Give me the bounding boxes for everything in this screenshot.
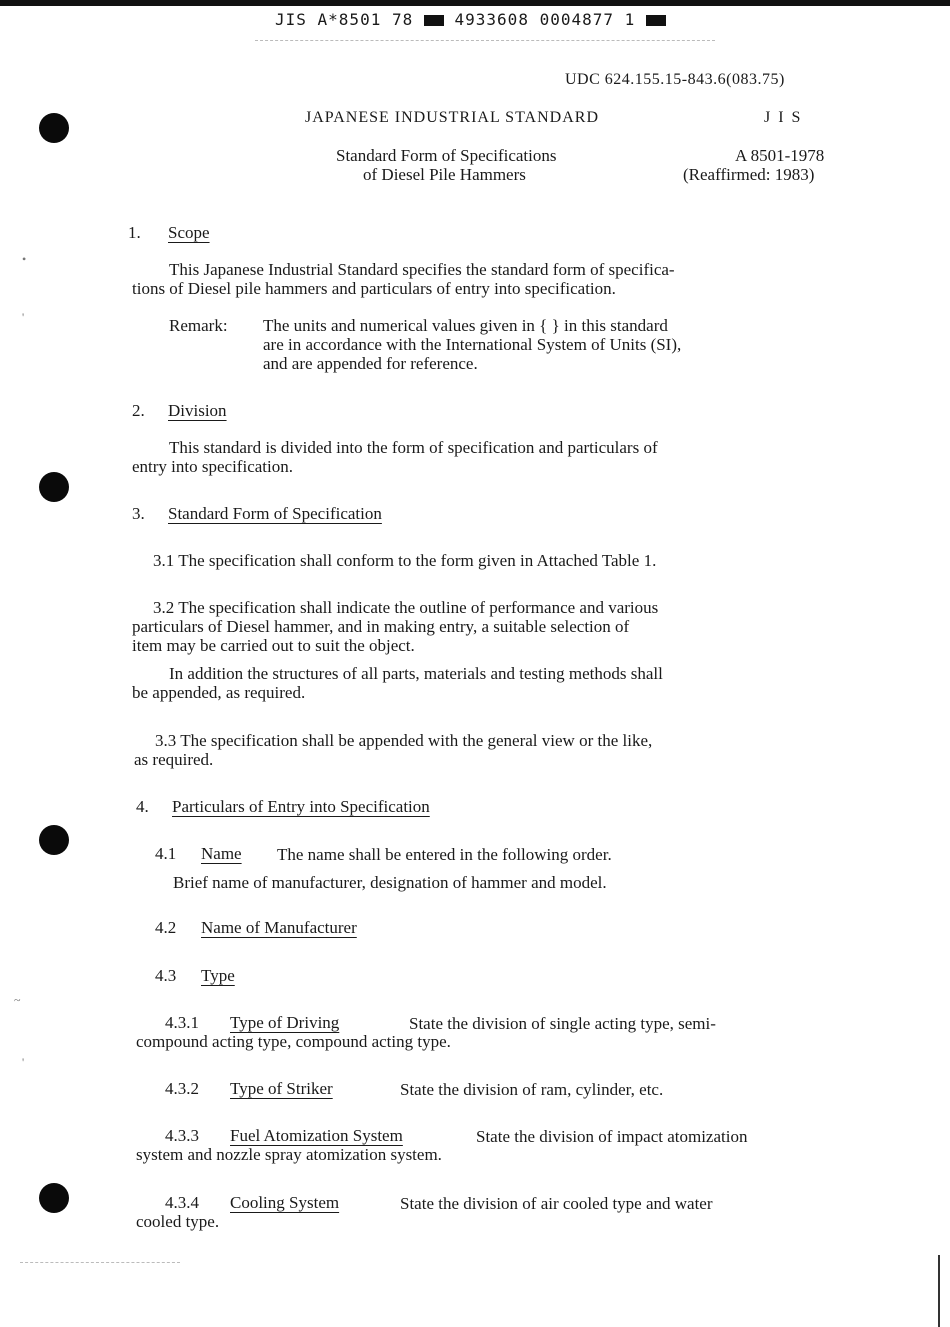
clause-4-3-3-body-line-2: system and nozzle spray atomization system.	[136, 1145, 442, 1164]
clause-4-3-3-number: 4.3.3	[165, 1126, 199, 1145]
clause-4-3-3-title: Fuel Atomization System	[230, 1126, 403, 1145]
section-1-title: Scope	[168, 223, 210, 242]
section-1-body-line-1: This Japanese Industrial Standard specifies the standard form of specifica-	[169, 260, 675, 279]
clause-3-2-line-3: item may be carried out to suit the object.	[132, 636, 415, 655]
section-2-number: 2.	[132, 401, 145, 420]
udc-number: UDC 624.155.15-843.6(083.75)	[565, 71, 785, 88]
punch-hole	[39, 825, 69, 855]
clause-4-1-title: Name	[201, 844, 242, 863]
clause-3-2-addendum-line-2: be appended, as required.	[132, 683, 306, 702]
clause-4-3-number: 4.3	[155, 966, 177, 985]
remark-line-2: are in accordance with the International System of Units (SI),	[263, 335, 682, 354]
reaffirmed-date: (Reaffirmed: 1983)	[683, 165, 815, 184]
title-line-2: of Diesel Pile Hammers	[363, 165, 526, 184]
section-2-title: Division	[168, 401, 227, 420]
clause-4-3-4-body: State the division of air cooled type and water	[400, 1194, 713, 1213]
clause-4-3-1-body: State the division of single acting type, semi-	[409, 1014, 716, 1033]
clause-3-2-line-1: 3.2 The specification shall indicate the outline of performance and various	[153, 598, 659, 617]
clause-4-3-4-title: Cooling System	[230, 1193, 340, 1212]
scan-top-border	[0, 0, 950, 6]
standard-label: JAPANESE INDUSTRIAL STANDARD	[305, 109, 599, 126]
scan-rule	[255, 40, 715, 41]
margin-mark: '	[22, 1055, 25, 1069]
clause-4-3-4-body-line-2: cooled type.	[136, 1212, 220, 1231]
clause-4-3-1-number: 4.3.1	[165, 1013, 199, 1032]
section-2-body-line-2: entry into specification.	[132, 457, 293, 476]
standard-number: A 8501-1978	[735, 146, 825, 165]
scan-edge-mark	[938, 1255, 940, 1327]
remark-label: Remark:	[169, 316, 228, 335]
margin-mark: ~	[14, 993, 21, 1007]
clause-4-3-1-body-line-2: compound acting type, compound acting type.	[136, 1032, 451, 1051]
code-block-mark	[646, 15, 666, 26]
clause-3-2-line-2: particulars of Diesel hammer, and in making entry, a suitable selection of	[132, 617, 630, 636]
section-4-title: Particulars of Entry into Specification	[172, 797, 430, 816]
code-middle: 4933608 0004877 1	[454, 10, 636, 29]
clause-4-1-body: The name shall be entered in the following order.	[277, 845, 612, 864]
clause-4-3-3-body: State the division of impact atomization	[476, 1127, 748, 1146]
clause-3-1: 3.1 The specification shall conform to the form given in Attached Table 1.	[153, 551, 657, 570]
clause-4-1-number: 4.1	[155, 844, 177, 863]
clause-3-3-line-2: as required.	[134, 750, 214, 769]
section-2-body-line-1: This standard is divided into the form of specification and particulars of	[169, 438, 658, 457]
section-3-title: Standard Form of Specification	[168, 504, 382, 523]
jis-mark: J I S	[764, 109, 803, 126]
clause-4-3-title: Type	[201, 966, 235, 985]
title-line-1: Standard Form of Specifications	[336, 146, 557, 165]
clause-4-3-4-number: 4.3.4	[165, 1193, 199, 1212]
clause-4-3-2-number: 4.3.2	[165, 1079, 199, 1098]
section-1-body-line-2: tions of Diesel pile hammers and particulars of entry into specification.	[132, 279, 616, 298]
section-3-number: 3.	[132, 504, 145, 523]
clause-4-2-number: 4.2	[155, 918, 177, 937]
punch-hole	[39, 472, 69, 502]
clause-3-2-addendum-line-1: In addition the structures of all parts, materials and testing methods shall	[169, 664, 663, 683]
clause-4-1-body-line-2: Brief name of manufacturer, designation of hammer and model.	[173, 873, 607, 892]
clause-3-3-line-1: 3.3 The specification shall be appended with the general view or the like,	[155, 731, 653, 750]
clause-4-3-2-title: Type of Striker	[230, 1079, 333, 1098]
margin-mark: •	[22, 252, 27, 266]
punch-hole	[39, 1183, 69, 1213]
scan-rule-bottom	[20, 1262, 180, 1263]
remark-line-3: and are appended for reference.	[263, 354, 478, 373]
punch-hole	[39, 113, 69, 143]
section-1-number: 1.	[128, 223, 141, 242]
clause-4-3-1-title: Type of Driving	[230, 1013, 340, 1032]
margin-mark: '	[22, 310, 25, 324]
document-code-line	[275, 10, 666, 29]
clause-4-2-title: Name of Manufacturer	[201, 918, 357, 937]
remark-line-1: The units and numerical values given in { } in this standard	[263, 316, 668, 335]
code-prefix: JIS A*8501 78	[275, 10, 414, 29]
code-block-mark	[424, 15, 444, 26]
clause-4-3-2-body: State the division of ram, cylinder, etc.	[400, 1080, 664, 1099]
section-4-number: 4.	[136, 797, 149, 816]
